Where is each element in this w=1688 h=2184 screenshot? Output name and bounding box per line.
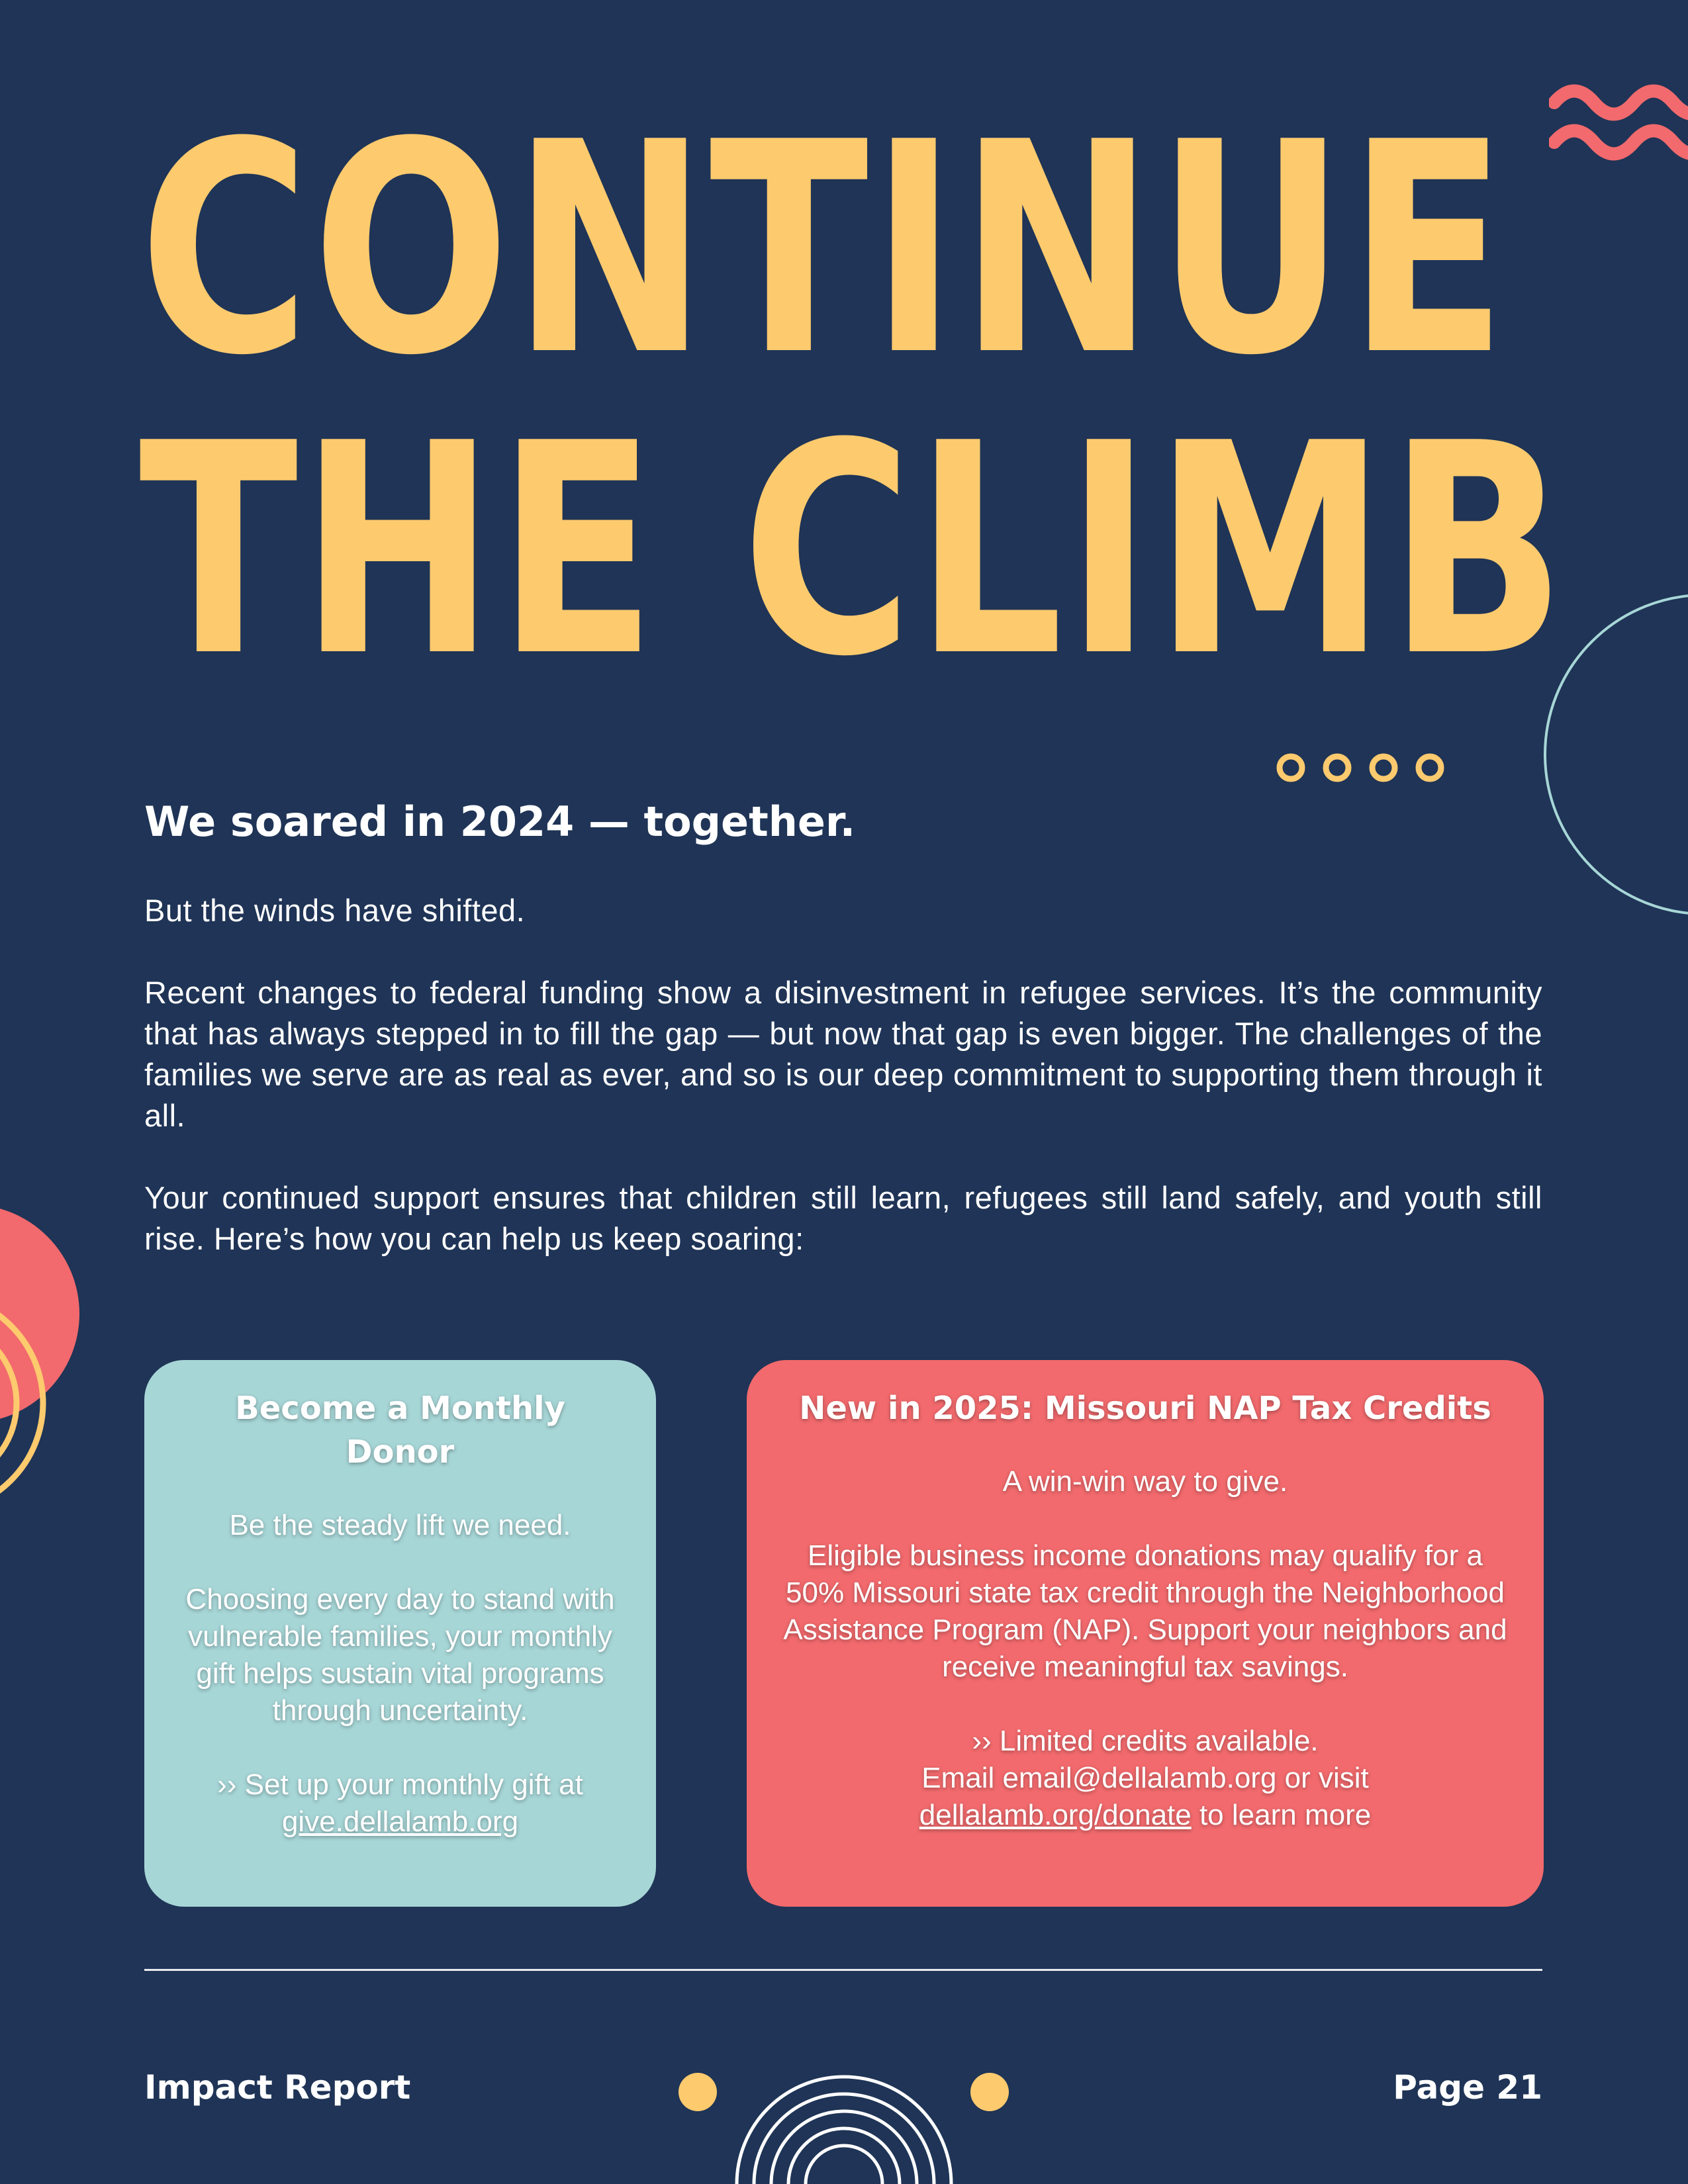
rainbow-arcs-decoration (731, 2035, 957, 2184)
title-line-1: CONTINUE (139, 80, 1509, 419)
intro-subhead: We soared in 2024 — together. (144, 797, 856, 846)
monthly-donor-body: Choosing every day to stand with vulnerable families, your monthly gift helps sustain vital programs through uncertainty. (185, 1583, 615, 1727)
coral-circle-decoration (0, 1191, 86, 1535)
ring-dots-decoration (1271, 748, 1450, 788)
monthly-donor-title: Become a Monthly Donor (235, 1390, 565, 1471)
intro-paragraph: Recent changes to federal funding show a disinvestment in refugee services. It’s the community that has always stepped in to fill the gap — but now that gap is even bigger. The challenges of the families we serve are as real as ever, and so is our deep commitment to supporting them through it all. (144, 975, 1542, 1133)
footer-report-label: Impact Report (144, 2068, 411, 2107)
title-line-2: THE CLIMB (139, 381, 1568, 720)
intro-paragraph: Your continued support ensures that children still learn, refugees still land safely, and youth still rise. Here’s how you can help us keep soaring: (144, 1180, 1542, 1256)
outline-circle-decoration (1542, 592, 1688, 917)
monthly-donor-cta (171, 1766, 630, 1841)
footer-divider (144, 1969, 1542, 1971)
intro-paragraph: But the winds have shifted. (144, 893, 526, 928)
footer-dot-left (679, 2073, 717, 2111)
nap-card-link-suffix: to learn more (1191, 1799, 1372, 1831)
monthly-donor-tagline: Be the steady lift we need. (229, 1509, 571, 1541)
monthly-donor-card (144, 1360, 656, 1907)
footer-dot-right (970, 2073, 1009, 2111)
nap-card-tagline: A win-win way to give. (1002, 1465, 1288, 1498)
monthly-donor-cta-text: ›› Set up your monthly gift at (217, 1768, 583, 1801)
intro-body (144, 890, 1542, 1300)
wave-icon (1549, 73, 1688, 172)
nap-tax-credit-card (747, 1360, 1544, 1907)
donate-link[interactable]: dellalamb.org/donate (919, 1799, 1192, 1831)
page-title (139, 80, 1568, 720)
nap-card-title: New in 2025: Missouri NAP Tax Credits (799, 1390, 1491, 1427)
nap-card-body: Eligible business income donations may qualify for a 50% Missouri state tax credit through the Neighborhood Assistance Program (NAP). Support your neighbors and receive meaningful tax savings. (783, 1539, 1507, 1683)
give-link[interactable]: give.dellalamb.org (281, 1805, 519, 1838)
nap-card-email-line: Email email@dellalamb.org or visit (921, 1762, 1369, 1794)
nap-card-contact (780, 1760, 1511, 1834)
nap-card-note: ›› Limited credits available. (972, 1725, 1319, 1757)
page-number: Page 21 (1393, 2068, 1542, 2107)
